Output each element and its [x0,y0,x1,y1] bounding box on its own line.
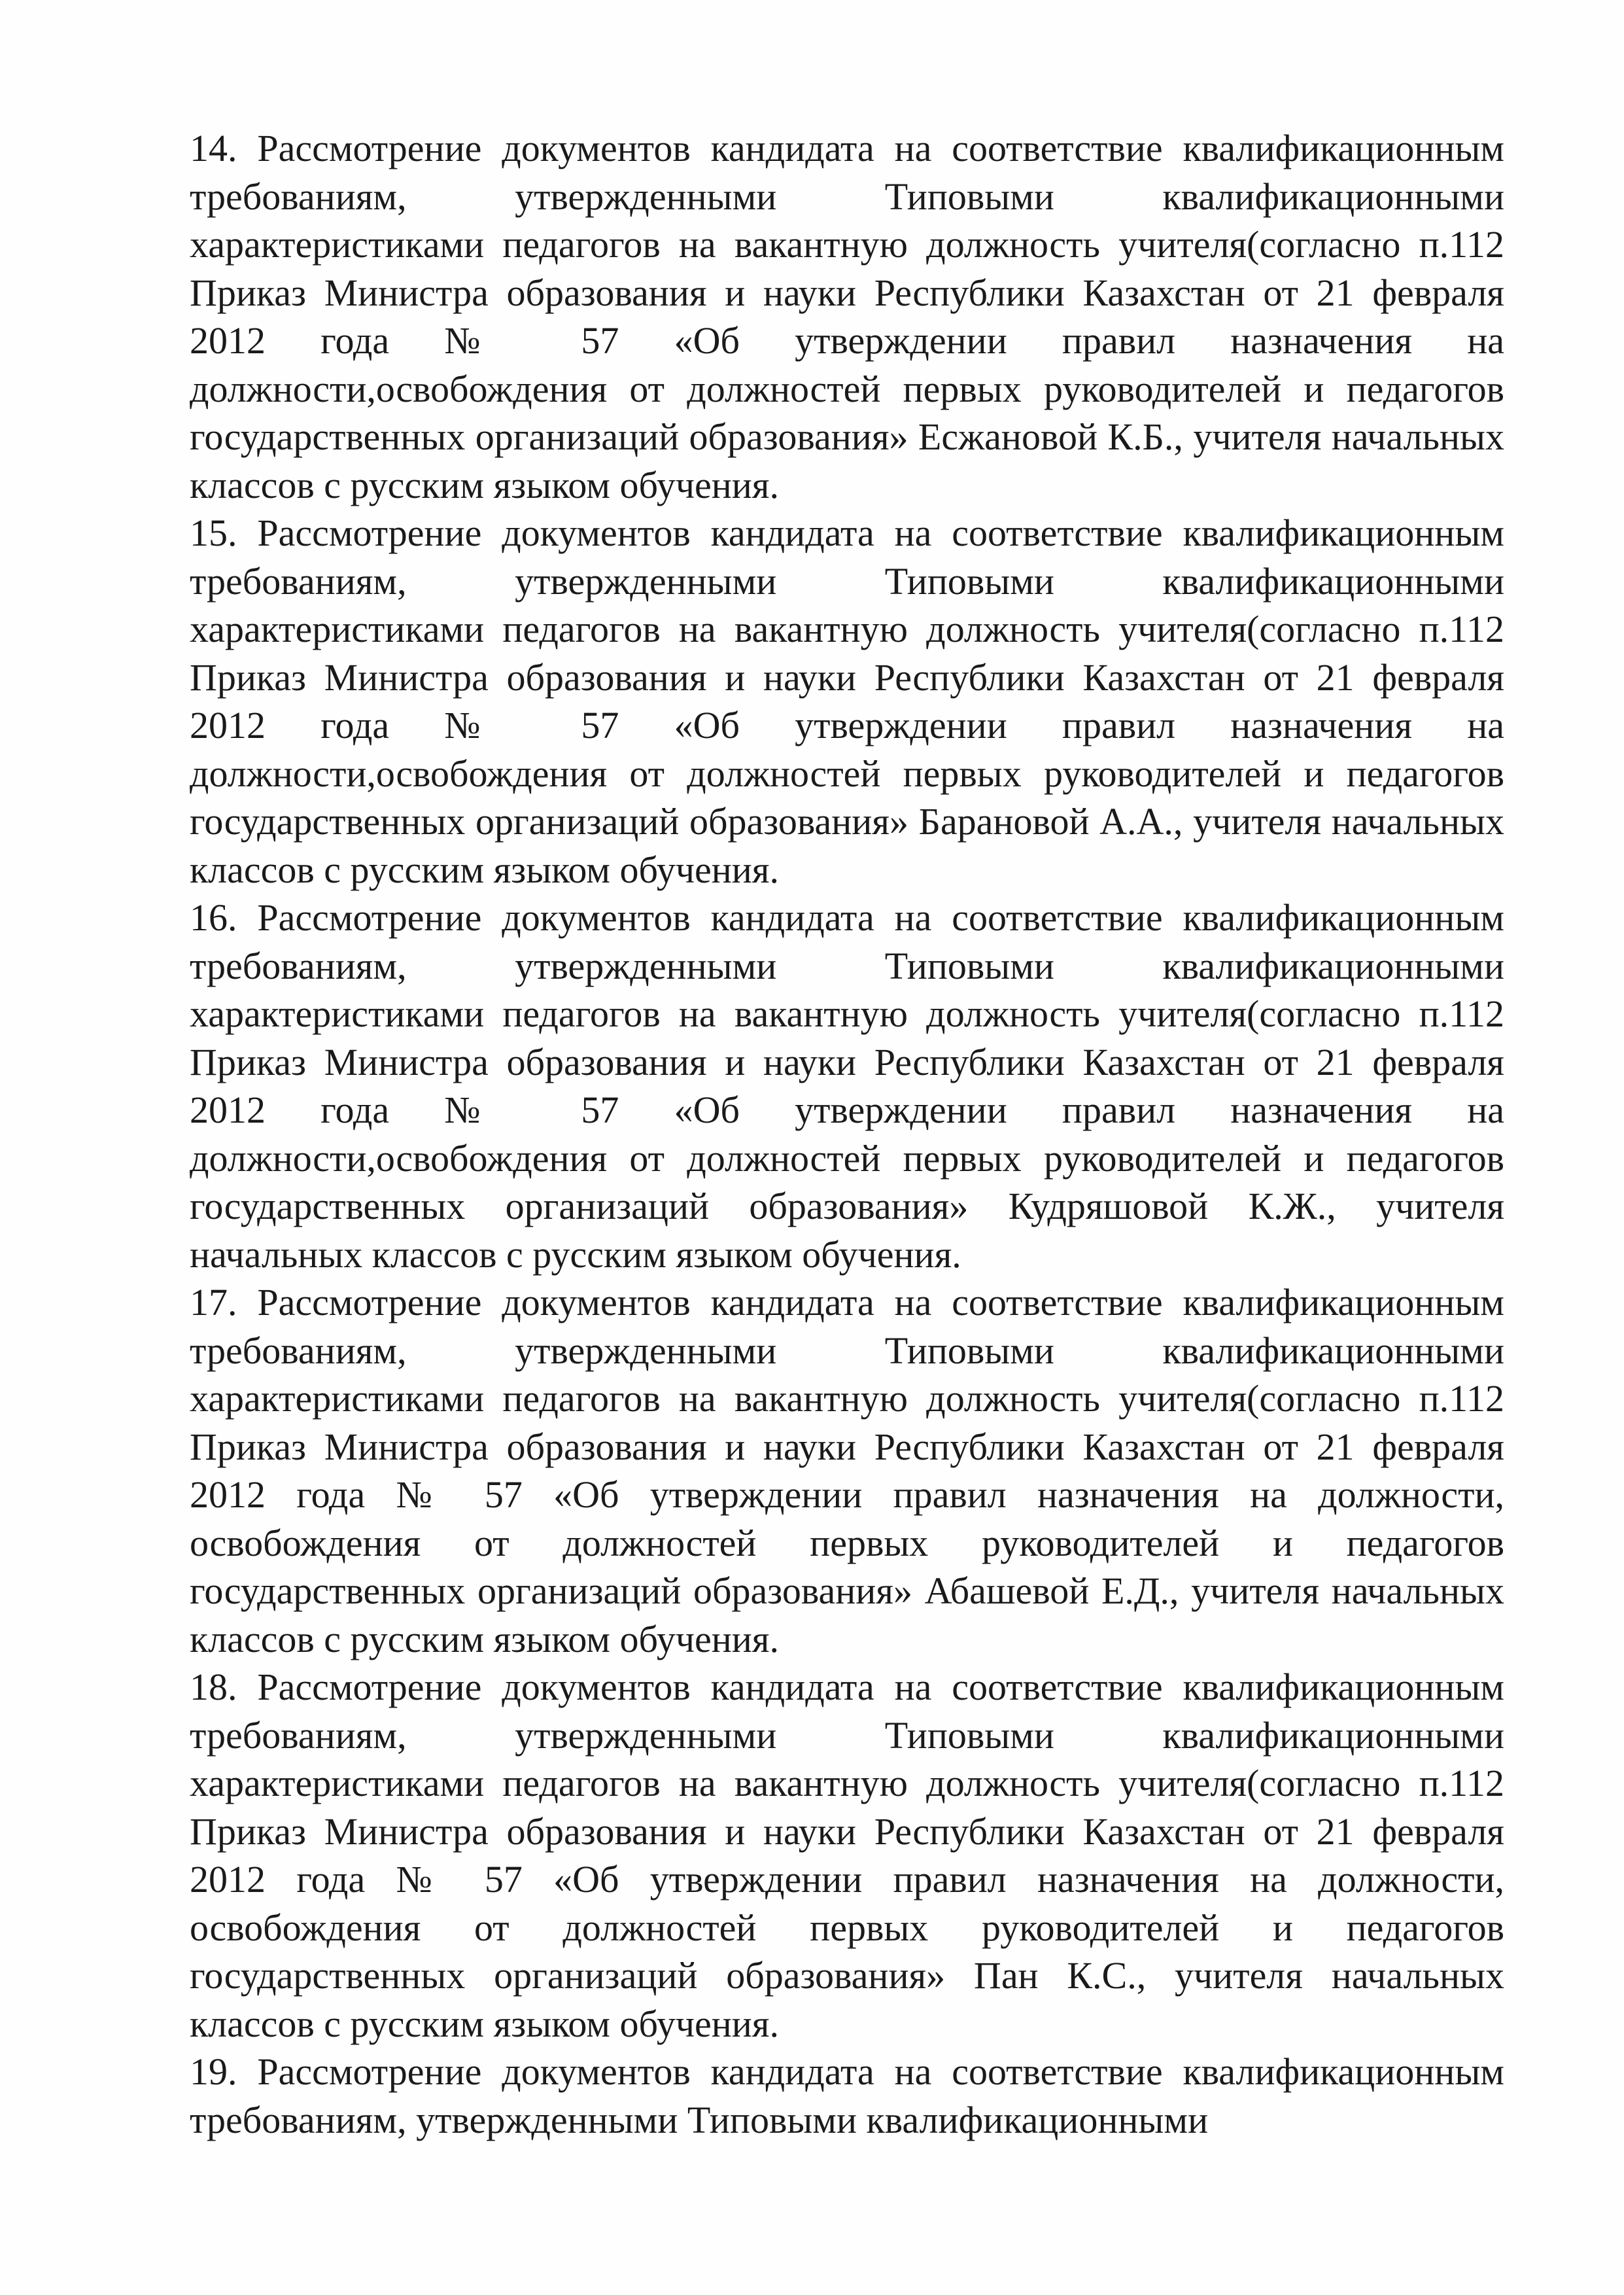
agenda-item-15: 15. Рассмотрение документов кандидата на соответствие квалификационным требованиям, утвержденными Типовыми квалификационными характеристиками педагогов на вакантную должность учителя(согласно п.112 Приказ Министра образования и науки Республики Казахстан от 21 февраля 2012 года № 57 «Об утверждении правил назначения на должности,освобождения от должностей первых руководителей и педагогов государственных организаций образования» Барановой А.А., учителя начальных классов с русским языком обучения. [190,512,1504,891]
agenda-item-17: 17. Рассмотрение документов кандидата на соответствие квалификационным требованиям, утвержденными Типовыми квалификационными характеристиками педагогов на вакантную должность учителя(согласно п.112 Приказ Министра образования и науки Республики Казахстан от 21 февраля 2012 года № 57 «Об утверждении правил назначения на должности, освобождения от должностей первых руководителей и педагогов государственных организаций образования» Абашевой Е.Д., учителя начальных классов с русским языком обучения. [190,1281,1504,1660]
agenda-item-14: 14. Рассмотрение документов кандидата на соответствие квалификационным требованиям, утвержденными Типовыми квалификационными характеристиками педагогов на вакантную должность учителя(согласно п.112 Приказ Министра образования и науки Республики Казахстан от 21 февраля 2012 года № 57 «Об утверждении правил назначения на должности,освобождения от должностей первых руководителей и педагогов государственных организаций образования» Есжановой К.Б., учителя начальных классов с русским языком обучения. [190,127,1504,506]
document-body [190,124,1504,2144]
agenda-item-18: 18. Рассмотрение документов кандидата на соответствие квалификационным требованиям, утвержденными Типовыми квалификационными характеристиками педагогов на вакантную должность учителя(согласно п.112 Приказ Министра образования и науки Республики Казахстан от 21 февраля 2012 года № 57 «Об утверждении правил назначения на должности, освобождения от должностей первых руководителей и педагогов государственных организаций образования» Пан К.С., учителя начальных классов с русским языком обучения. [190,1666,1504,2045]
agenda-item-19: 19. Рассмотрение документов кандидата на соответствие квалификационным требованиям, утвержденными Типовыми квалификационными [190,2050,1504,2141]
agenda-item-16: 16. Рассмотрение документов кандидата на соответствие квалификационным требованиям, утвержденными Типовыми квалификационными характеристиками педагогов на вакантную должность учителя(согласно п.112 Приказ Министра образования и науки Республики Казахстан от 21 февраля 2012 года № 57 «Об утверждении правил назначения на должности,освобождения от должностей первых руководителей и педагогов государственных организаций образования» Кудряшовой К.Ж., учителя начальных классов с русским языком обучения. [190,896,1504,1276]
